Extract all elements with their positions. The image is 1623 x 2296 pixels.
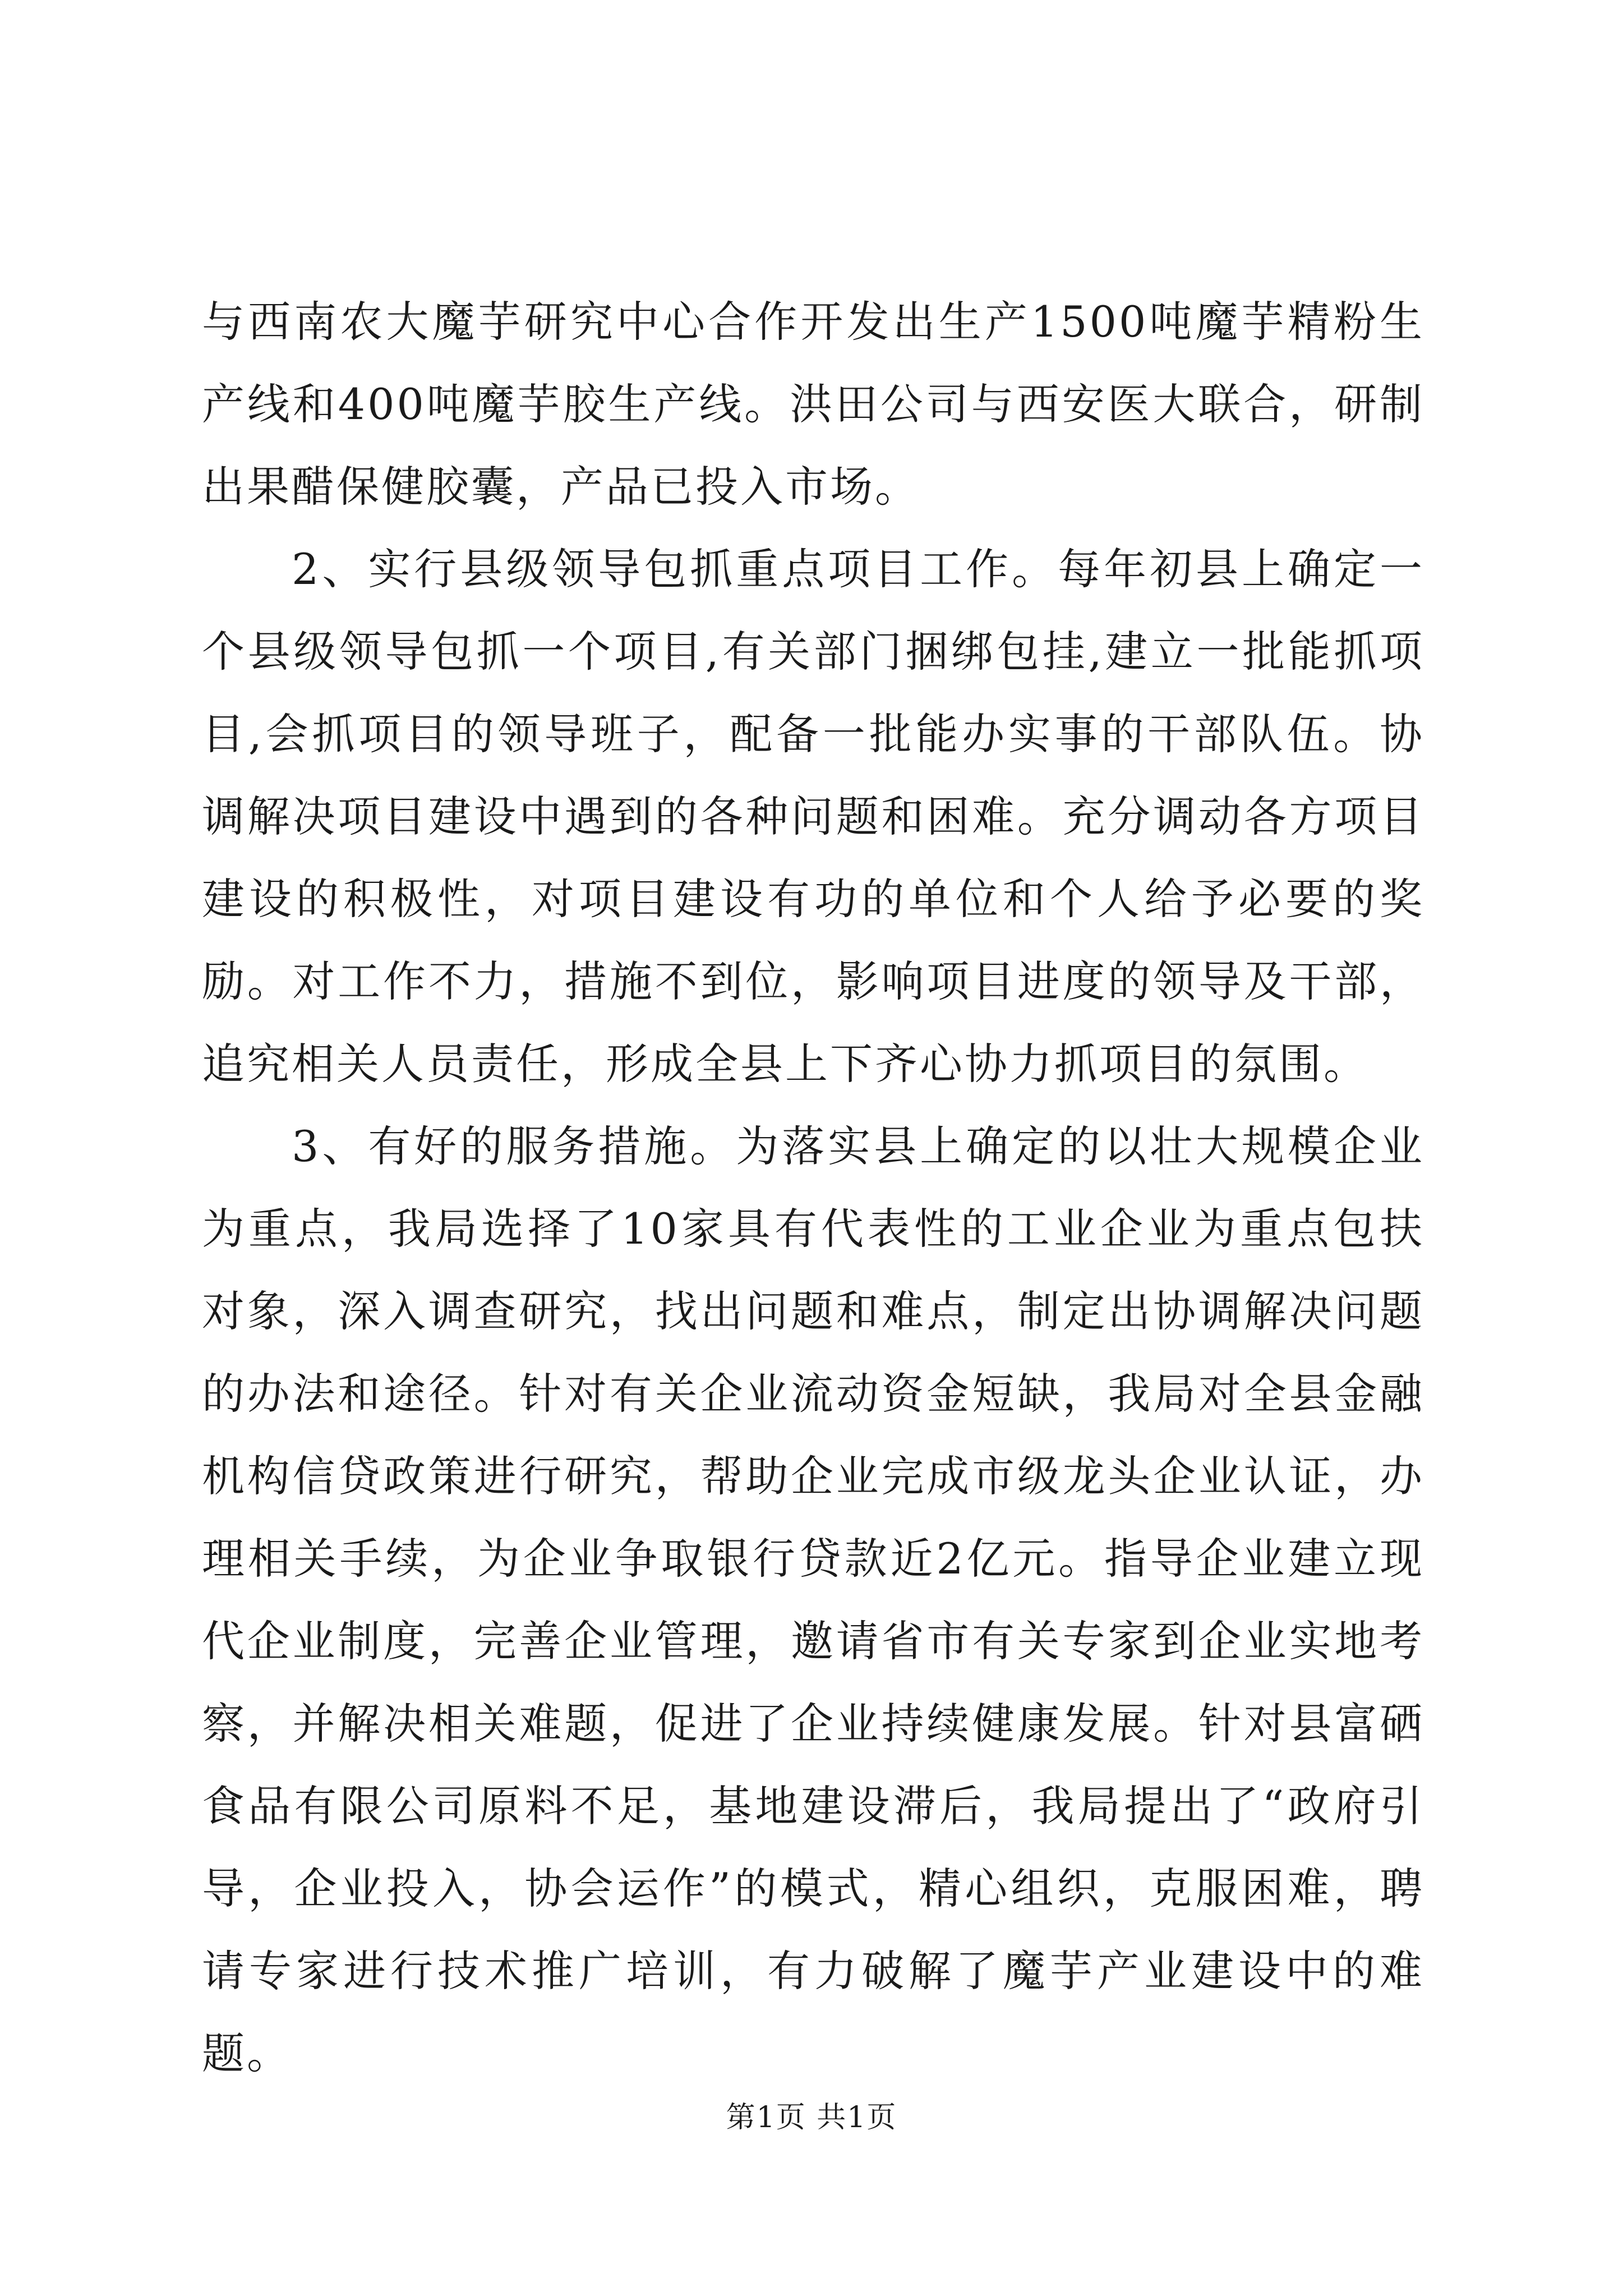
paragraph-county-leadership: 2、实行县级领导包抓重点项目工作。每年初县上确定一个县级领导包抓一个项目,有关部门捆绑包挂,建立一批能抓项目,会抓项目的领导班子，配备一批能办实事的干部队伍。协调解决项目建设中遇到的各种问题和困难。充分调动各方项目建设的积极性，对项目建设有功的单位和个人给予必要的奖励。对工作不力，措施不到位，影响项目进度的领导及干部，追究相关人员责任，形成全县上下齐心协力抓项目的氛围。 bbox=[202, 544, 1424, 1089]
page-footer: 第1页 共1页 bbox=[726, 2101, 897, 2134]
document-body bbox=[202, 280, 1424, 2095]
paragraph-continuation: 与西南农大魔芋研究中心合作开发出生产1500吨魔芋精粉生产线和400吨魔芋胶生产线。洪田公司与西安医大联合，研制出果醋保健胶囊，产品已投入市场。 bbox=[202, 297, 1424, 512]
paragraph-service-measures: 3、有好的服务措施。为落实县上确定的以壮大规模企业为重点，我局选择了10家具有代表性的工业企业为重点包扶对象，深入调查研究，找出问题和难点，制定出协调解决问题的办法和途径。针对有关企业流动资金短缺，我局对全县金融机构信贷政策进行研究，帮助企业完成市级龙头企业认证，办理相关手续，为企业争取银行贷款近2亿元。指导企业建立现代企业制度，完善企业管理，邀请省市有关专家到企业实地考察，并解决相关难题，促进了企业持续健康发展。针对县富硒食品有限公司原料不足，基地建设滞后，我局提出了“政府引导，企业投入，协会运作”的模式，精心组织，克服困难，聘请专家进行技术推广培训，有力破解了魔芋产业建设中的难题。 bbox=[202, 1121, 1424, 2078]
